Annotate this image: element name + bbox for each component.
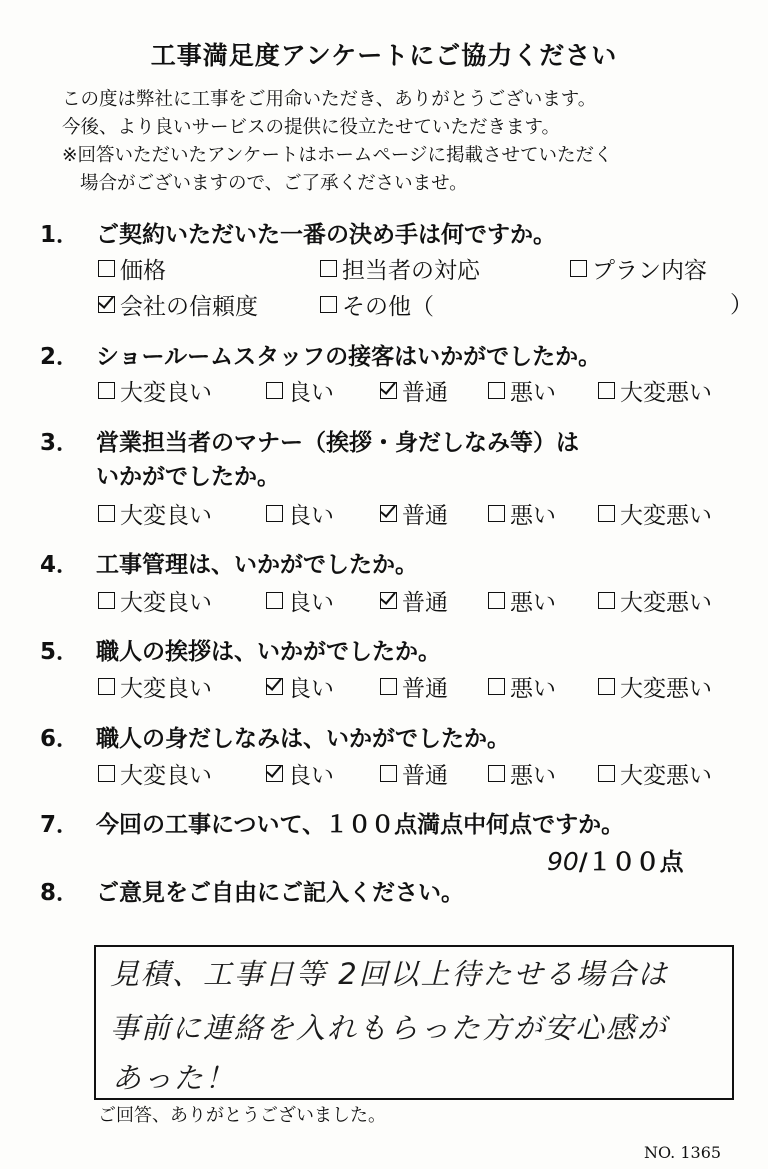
- q6-option-good[interactable]: [266, 757, 334, 790]
- q5-option-very-bad[interactable]: [598, 670, 712, 703]
- checkbox[interactable]: [266, 505, 283, 522]
- option-label: 普通: [402, 503, 448, 529]
- question-6: [40, 720, 510, 753]
- option-label: 良い: [288, 380, 334, 406]
- q1-option-trust[interactable]: [98, 288, 258, 321]
- score-field[interactable]: [547, 842, 684, 877]
- close-paren: ）: [730, 292, 753, 318]
- q2-option-normal[interactable]: [380, 374, 448, 407]
- checkbox[interactable]: [266, 382, 283, 399]
- option-label: 大変悪い: [620, 590, 712, 616]
- question-text: ご意見をご自由にご記入ください。: [96, 880, 464, 906]
- option-label: 大変良い: [120, 590, 212, 616]
- q3-option-very-bad[interactable]: [598, 497, 712, 530]
- q1-option-price[interactable]: [98, 252, 166, 285]
- option-label: 大変悪い: [620, 763, 712, 789]
- option-label: 大変良い: [120, 503, 212, 529]
- serial-number: NO. 1365: [644, 1143, 722, 1162]
- checkbox-checked[interactable]: [380, 592, 397, 609]
- checkbox-checked[interactable]: [266, 765, 283, 782]
- checkbox[interactable]: [598, 678, 615, 695]
- q4-option-bad[interactable]: [488, 584, 556, 617]
- intro-line: 場合がございますので、ご了承くださいませ。: [80, 173, 468, 194]
- q4-option-normal[interactable]: [380, 584, 448, 617]
- handwritten-score: 90: [547, 847, 579, 876]
- option-label: 普通: [402, 763, 448, 789]
- option-label: 悪い: [510, 503, 556, 529]
- q3-option-bad[interactable]: [488, 497, 556, 530]
- option-label: 大変良い: [120, 380, 212, 406]
- question-number: 6．: [40, 726, 80, 752]
- option-label: 普通: [402, 676, 448, 702]
- q6-option-bad[interactable]: [488, 757, 556, 790]
- q3-option-very-good[interactable]: [98, 497, 212, 530]
- q4-option-very-good[interactable]: [98, 584, 212, 617]
- option-label: 担当者の対応: [342, 258, 480, 284]
- option-label: 価格: [120, 258, 166, 284]
- option-label: 大変良い: [120, 676, 212, 702]
- survey-title: 工事満足度アンケートにご協力ください: [150, 41, 618, 70]
- q3-option-normal[interactable]: [380, 497, 448, 530]
- option-label: 大変悪い: [620, 380, 712, 406]
- option-label: 良い: [288, 590, 334, 616]
- checkbox[interactable]: [570, 260, 587, 277]
- thanks-text: ご回答、ありがとうございました。: [98, 1105, 386, 1126]
- q2-option-very-bad[interactable]: [598, 374, 712, 407]
- checkbox[interactable]: [598, 382, 615, 399]
- question-text-continued: いかがでしたか。: [96, 464, 280, 490]
- checkbox[interactable]: [598, 505, 615, 522]
- q1-option-other[interactable]: [320, 288, 434, 321]
- q6-option-very-good[interactable]: [98, 757, 212, 790]
- q6-option-normal[interactable]: [380, 757, 448, 790]
- q5-option-very-good[interactable]: [98, 670, 212, 703]
- question-2: [40, 338, 601, 371]
- intro-text: [62, 86, 613, 198]
- checkbox[interactable]: [98, 505, 115, 522]
- checkbox[interactable]: [598, 592, 615, 609]
- handwritten-comment-line: あった！: [112, 1061, 236, 1095]
- question-4: [40, 546, 418, 579]
- checkbox[interactable]: [98, 592, 115, 609]
- question-number: 8．: [40, 880, 80, 906]
- checkbox[interactable]: [98, 260, 115, 277]
- handwritten-comment-line: 事前に連絡を入れもらった方が安心感が: [110, 1011, 669, 1045]
- checkbox[interactable]: [98, 765, 115, 782]
- checkbox[interactable]: [98, 678, 115, 695]
- q2-option-very-good[interactable]: [98, 374, 212, 407]
- option-label: 悪い: [510, 590, 556, 616]
- checkbox-checked[interactable]: [266, 678, 283, 695]
- intro-line: 今後、より良いサービスの提供に役立たせていただきます。: [62, 117, 561, 138]
- option-label: 大変良い: [120, 763, 212, 789]
- option-label: 良い: [288, 763, 334, 789]
- option-label: その他（: [342, 294, 434, 320]
- q1-option-staff[interactable]: [320, 252, 480, 285]
- option-label: 普通: [402, 380, 448, 406]
- question-number: 2．: [40, 344, 80, 370]
- option-label: 良い: [288, 503, 334, 529]
- question-number: 3．: [40, 430, 80, 456]
- question-number: 5．: [40, 639, 80, 665]
- q5-option-good[interactable]: [266, 670, 334, 703]
- question-text: 営業担当者のマナー（挨拶・身だしなみ等）は: [96, 430, 579, 456]
- checkbox-checked[interactable]: [380, 382, 397, 399]
- q2-option-good[interactable]: [266, 374, 334, 407]
- checkbox[interactable]: [488, 678, 505, 695]
- option-label: 会社の信頼度: [120, 294, 258, 320]
- question-text: 今回の工事について、１００点満点中何点ですか。: [96, 812, 625, 838]
- question-8: [40, 874, 464, 907]
- checkbox[interactable]: [320, 296, 337, 313]
- option-label: 普通: [402, 590, 448, 616]
- intro-line: この度は弊社に工事をご用命いただき、ありがとうございます。: [62, 89, 597, 110]
- q6-option-very-bad[interactable]: [598, 757, 712, 790]
- question-text: 職人の身だしなみは、いかがでしたか。: [96, 726, 510, 752]
- option-label: 悪い: [510, 380, 556, 406]
- checkbox[interactable]: [266, 592, 283, 609]
- option-label: 良い: [288, 676, 334, 702]
- q1-option-plan[interactable]: [570, 252, 707, 285]
- checkbox[interactable]: [488, 382, 505, 399]
- question-text: ご契約いただいた一番の決め手は何ですか。: [96, 222, 556, 248]
- checkbox[interactable]: [488, 765, 505, 782]
- q5-option-bad[interactable]: [488, 670, 556, 703]
- option-label: 悪い: [510, 763, 556, 789]
- checkbox-checked[interactable]: [98, 296, 115, 313]
- q5-option-normal[interactable]: [380, 670, 448, 703]
- score-suffix: /１００点: [578, 848, 684, 876]
- question-5: [40, 633, 441, 666]
- question-3: [40, 424, 579, 457]
- checkbox[interactable]: [98, 382, 115, 399]
- question-number: 4．: [40, 552, 80, 578]
- question-number: 1．: [40, 222, 80, 248]
- option-label: 大変悪い: [620, 676, 712, 702]
- q4-option-very-bad[interactable]: [598, 584, 712, 617]
- question-number: 7．: [40, 812, 80, 838]
- question-1: [40, 216, 556, 249]
- checkbox[interactable]: [488, 505, 505, 522]
- option-label: プラン内容: [592, 258, 707, 284]
- checkbox[interactable]: [488, 592, 505, 609]
- q3-option-good[interactable]: [266, 497, 334, 530]
- question-7: [40, 806, 624, 839]
- question-text: ショールームスタッフの接客はいかがでしたか。: [96, 344, 602, 370]
- q2-option-bad[interactable]: [488, 374, 556, 407]
- option-label: 悪い: [510, 676, 556, 702]
- q4-option-good[interactable]: [266, 584, 334, 617]
- question-text: 工事管理は、いかがでしたか。: [96, 552, 418, 578]
- intro-line: ※回答いただいたアンケートはホームページに掲載させていただく: [62, 145, 613, 166]
- checkbox[interactable]: [598, 765, 615, 782]
- checkbox[interactable]: [380, 678, 397, 695]
- handwritten-comment-line: 見積、工事日等 2回以上待たせる場合は: [110, 957, 669, 991]
- question-text: 職人の挨拶は、いかがでしたか。: [96, 639, 441, 665]
- checkbox[interactable]: [380, 765, 397, 782]
- checkbox[interactable]: [320, 260, 337, 277]
- option-label: 大変悪い: [620, 503, 712, 529]
- checkbox-checked[interactable]: [380, 505, 397, 522]
